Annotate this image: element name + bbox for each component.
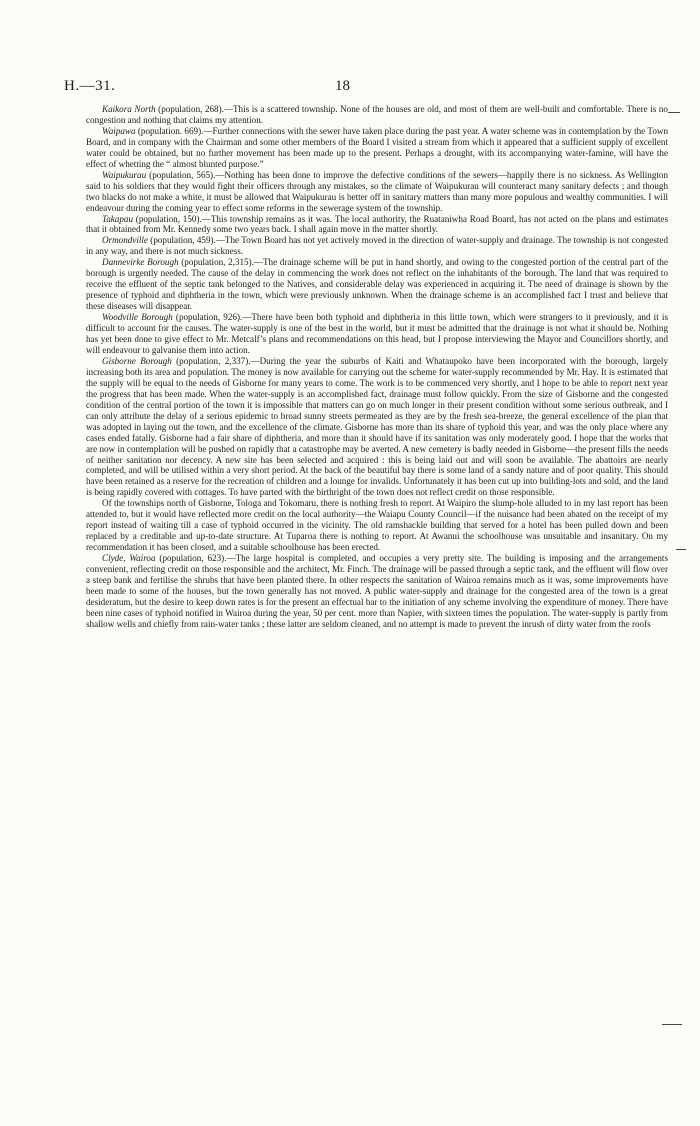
margin-mark — [676, 549, 686, 550]
paragraph-text: (population, 623).—The large hospital is completed, and occupies a very pretty site. The building is imposing and the arrangements convenient, reflecting credit on those responsible and the architect, Mr. Finch. The drainage will be passed through a septic tank, and the effluent will flow over a steep bank and fertilise the shrubs that have been planted there. In other respects the sanitation of Wairoa remains much as it was, some improvements have been made to some of the houses, but the town generally has not moved. A public water-supply and drainage for the congested area of the town is a great desideratum, but the desire to keep down rates is for the present an effectual bar to the initiation of any scheme involving the expenditure of money. There have been nine cases of typhoid notified in Wairoa during the year, 50 per cent. more than Napier, with sixteen times the population. The water-supply is partly from shallow wells and chiefly from rain-water tanks ; these latter are seldom cleaned, and no attempt is made to prevent the inrush of dirty water from the roofs — [86, 553, 668, 629]
page-header — [0, 78, 700, 98]
place-name: Kaikora North — [102, 104, 156, 114]
margin-mark — [662, 1024, 682, 1025]
paragraph-takapau — [86, 214, 668, 236]
place-name: Waipawa — [102, 125, 136, 136]
paragraph-ormondville — [86, 235, 668, 257]
place-name: Gisborne Borough — [102, 355, 172, 366]
page-number: 18 — [335, 78, 350, 94]
paragraph-text: (population, 2,315).—The drainage scheme will be put in hand shortly, and owing to the congested portion of the central part of the borough is urgently needed. The cause of the delay in commencing the work does not reflect on the inhabitants of the borough. The land that was required to receive the effluent of the septic tank belonged to the Natives, and considerable delay was experienced in acquiring it. The need of drainage is shown by the presence of typhoid and diphtheria in the town, which were previously unknown. When the drainage scheme is an accomplished fact I trust and believe that these diseases will disappear. — [86, 257, 668, 312]
paragraph-text: (population. 669).—Further connections with the sewer have taken place during the past year. A water scheme was in contemplation by the Town Board, and in company with the Chairman and some other members of the Board I visited a stream from which it appeared that a sufficient supply of excellent water could be obtained, but no further movement has been made up to the present. Perhaps a drought, with its accompanying water-famine, will have the effect of whetting the “ almost blunted purpose.” — [86, 125, 668, 169]
place-name: Takapau — [102, 213, 133, 224]
paragraph-woodville — [86, 312, 668, 356]
paragraph-text: (population, 459).—The Town Board has not yet actively moved in the direction of water-supply and drainage. The township is not congested in any way, and there is not much sickness. — [86, 235, 668, 257]
paragraph-text: Of the townships north of Gisborne, Tologa and Tokomaru, there is nothing fresh to report. At Waipiro the slump-hole alluded to in my last report has been attended to, but it would have reflected more credit on the local authority—the Waiapu County Council—if the nuisance had been abated on the receipt of my report instead of waiting till a case of typhoid occurred in the vicinity. The old ramshackle building that served for a hotel has been pulled down and been replaced by a creditable and up-to-date structure. At Tuparoa there is nothing to report. At Awanui the schoolhouse was unsuitable and insanitary. On my recommendation it has been closed, and a suitable schoolhouse has been erected. — [86, 498, 668, 553]
paragraph-gisborne — [86, 356, 668, 498]
paragraph-north-townships — [86, 498, 668, 553]
report-body — [86, 104, 668, 630]
paragraph-dannevirke — [86, 257, 668, 312]
paragraph-clyde-wairoa — [86, 553, 668, 630]
document-reference: H.—31. — [64, 78, 116, 94]
paragraph-kaikora — [86, 104, 668, 126]
place-name: Ormondville — [102, 235, 148, 246]
place-name: Waipukurau — [102, 169, 147, 180]
paragraph-text: (population, 150).—This township remains as it was. The local authority, the Ruataniwha Road Board, has not acted on the plans and estimates that it obtained from Mr. Kennedy some two years back. I shall again move in the matter shortly. — [86, 213, 668, 235]
paragraph-waipawa — [86, 126, 668, 170]
paragraph-text: (population, 565).—Nothing has been done to improve the defective conditions of the sewers—happily there is no sickness. As Wellington said to his soldiers that they would fight their officers through any mistakes, so the climate of Waipukurau will counteract many sanitary defects ; and though two blacks do not make a white, it must be allowed that Waipukurau is better off in sanitary matters than many more populous and wealthy communities. I will endeavour during the coming year to effect some reforms in the sewerage system of the township. — [86, 169, 668, 213]
paragraph-text: (population, 268).—This is a scattered township. None of the houses are old, and most of them are well-built and comfortable. There is no congestion and nothing that claims my attention. — [86, 104, 668, 125]
place-name: Clyde, Wairoa — [102, 553, 156, 564]
place-name: Dannevirke Borough — [102, 257, 179, 268]
paragraph-waipukurau — [86, 170, 668, 214]
paragraph-text: (population, 926).—There have been both typhoid and diphtheria in this little town, which were strangers to it previously, and it is difficult to account for the causes. The water-supply is one of the best in the world, but it must be admitted that the drainage is not what it should be. Nothing has yet been done to give effect to Mr. Metcalf’s plans and recommendations on this head, but I propose interviewing the Mayor and Councillors shortly, and will endeavour to galvanise them into action. — [86, 312, 668, 355]
place-name: Woodville Borough — [102, 312, 173, 323]
margin-mark — [668, 112, 680, 113]
paragraph-text: (population, 2,337).—During the year the suburbs of Kaiti and Whataupoko have been incorporated with the borough, largely increasing both its area and population. The money is now available for carrying out the scheme for water-supply recommended by Mr. Hay. It is estimated that the supply will be equal to the needs of Gisborne for many years to come. The work is to be commenced very shortly, and I hope to be able to report next year the progress that has been made. When the water-supply is an accomplished fact, drainage must follow quickly. From the size of Gisborne and the congested condition of the central portion of the town it is impossible that matters can go on much longer in their present condition without some serious outbreak, and I can only attribute the delay of a serious epidemic to broad sunny streets permeated as they are by the fresh sea-breeze, the general excellence of the plan that was adopted in laying out the town, and the excellence of the climate. Gisborne has more than its share of typhoid this year, and was the only place where any cases ended fatally. Gisborne had a fair share of diphtheria, and more than it should have if its sanitation was only moderately good. I hope that the works that are now in contemplation will be pushed on rapidly that a catastrophe may be averted. A new cemetery is badly needed in Gisborne—the present fills the needs of neither sanitation nor decency. A new site has been selected and acquired : this is being laid out and will soon be available. The abattoirs are nearly completed, and will be utilised within a very short period. At the back of the beautiful bay there is some land of a sandy nature and of poor quality. This should have been retained as a reserve for the recreation of children and a lounge for invalids. Unfortunately it has been cut up into building-lots and sold, and the land is being rapidly covered with cottages. To have parted with the birthright of the town does not reflect credit on those responsible. — [86, 355, 668, 498]
